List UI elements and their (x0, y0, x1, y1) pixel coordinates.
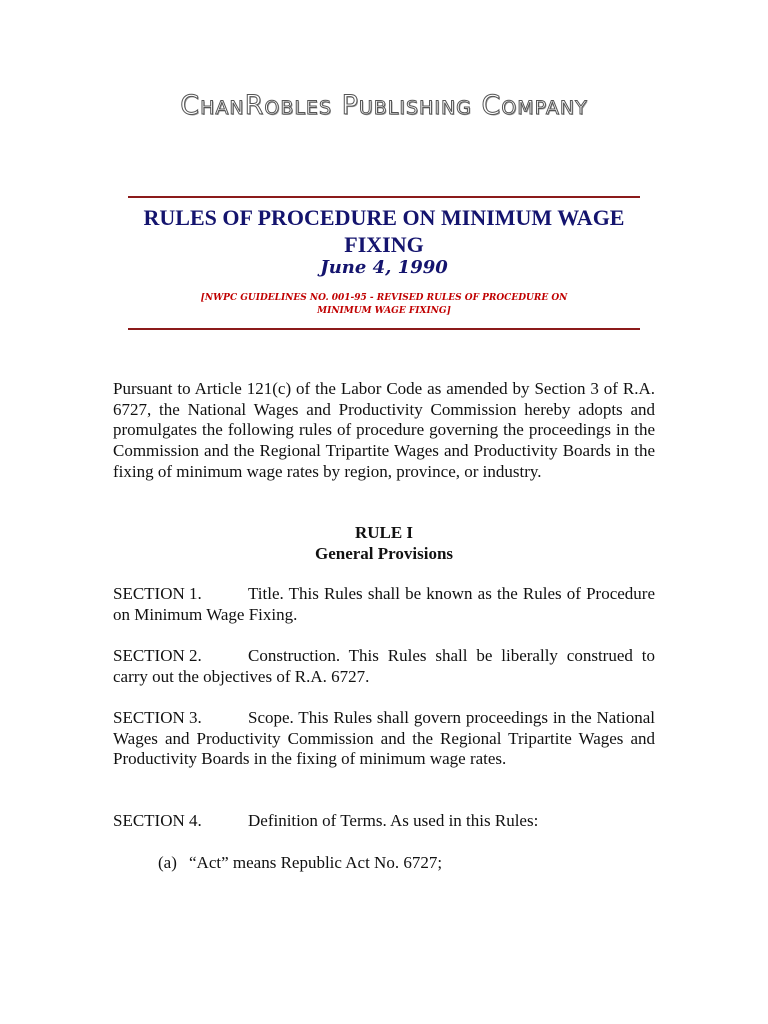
intro-paragraph: Pursuant to Article 121(c) of the Labor Code as amended by Section 3 of R.A. 6727, the National Wages and Productivity Commission hereby adopts and promulgates the following rules of procedure governing the proceedings in the Commission and the Regional Tripartite Wages and Productivity Boards in the fixing of minimum wage rates by region, province, or industry. (113, 379, 655, 481)
definition-item (158, 852, 442, 873)
rule-number: RULE I (354, 523, 414, 542)
section-3 (113, 708, 655, 770)
section-label: SECTION 1. (113, 584, 202, 603)
definition-label: (a) (158, 853, 177, 872)
section-text: Definition of Terms. As used in this Rules: (248, 811, 539, 830)
section-text: Title. This Rules shall be known as the Rules of Procedure on Minimum Wage Fixing. (113, 584, 655, 624)
section-2 (113, 646, 655, 687)
publisher-name: ChanRobles Publishing Company (180, 90, 588, 121)
bottom-divider (128, 328, 640, 330)
section-4 (113, 811, 655, 832)
section-label: SECTION 2. (113, 646, 202, 665)
section-text: Construction. This Rules shall be liberally construed to carry out the objectives of R.A. 6727. (113, 646, 655, 686)
definition-text: “Act” means Republic Act No. 6727; (189, 853, 443, 872)
document-date: June 4, 1990 (320, 257, 448, 278)
section-1 (113, 584, 655, 625)
section-text: Scope. This Rules shall govern proceedings in the National Wages and Productivity Commission and the Regional Tripartite Wages and Productivity Boards in the fixing of minimum wage rates. (113, 708, 655, 769)
rule-heading (113, 522, 655, 564)
document-title: RULES OF PROCEDURE ON MINIMUM WAGE FIXING (143, 205, 625, 257)
document-subtitle: [NWPC GUIDELINES NO. 001-95 - REVISED RULES OF PROCEDURE ON MINIMUM WAGE FIXING] (200, 293, 568, 316)
rule-title: General Provisions (314, 544, 454, 563)
section-label: SECTION 4. (113, 811, 202, 830)
top-divider (128, 196, 640, 198)
section-label: SECTION 3. (113, 708, 202, 727)
